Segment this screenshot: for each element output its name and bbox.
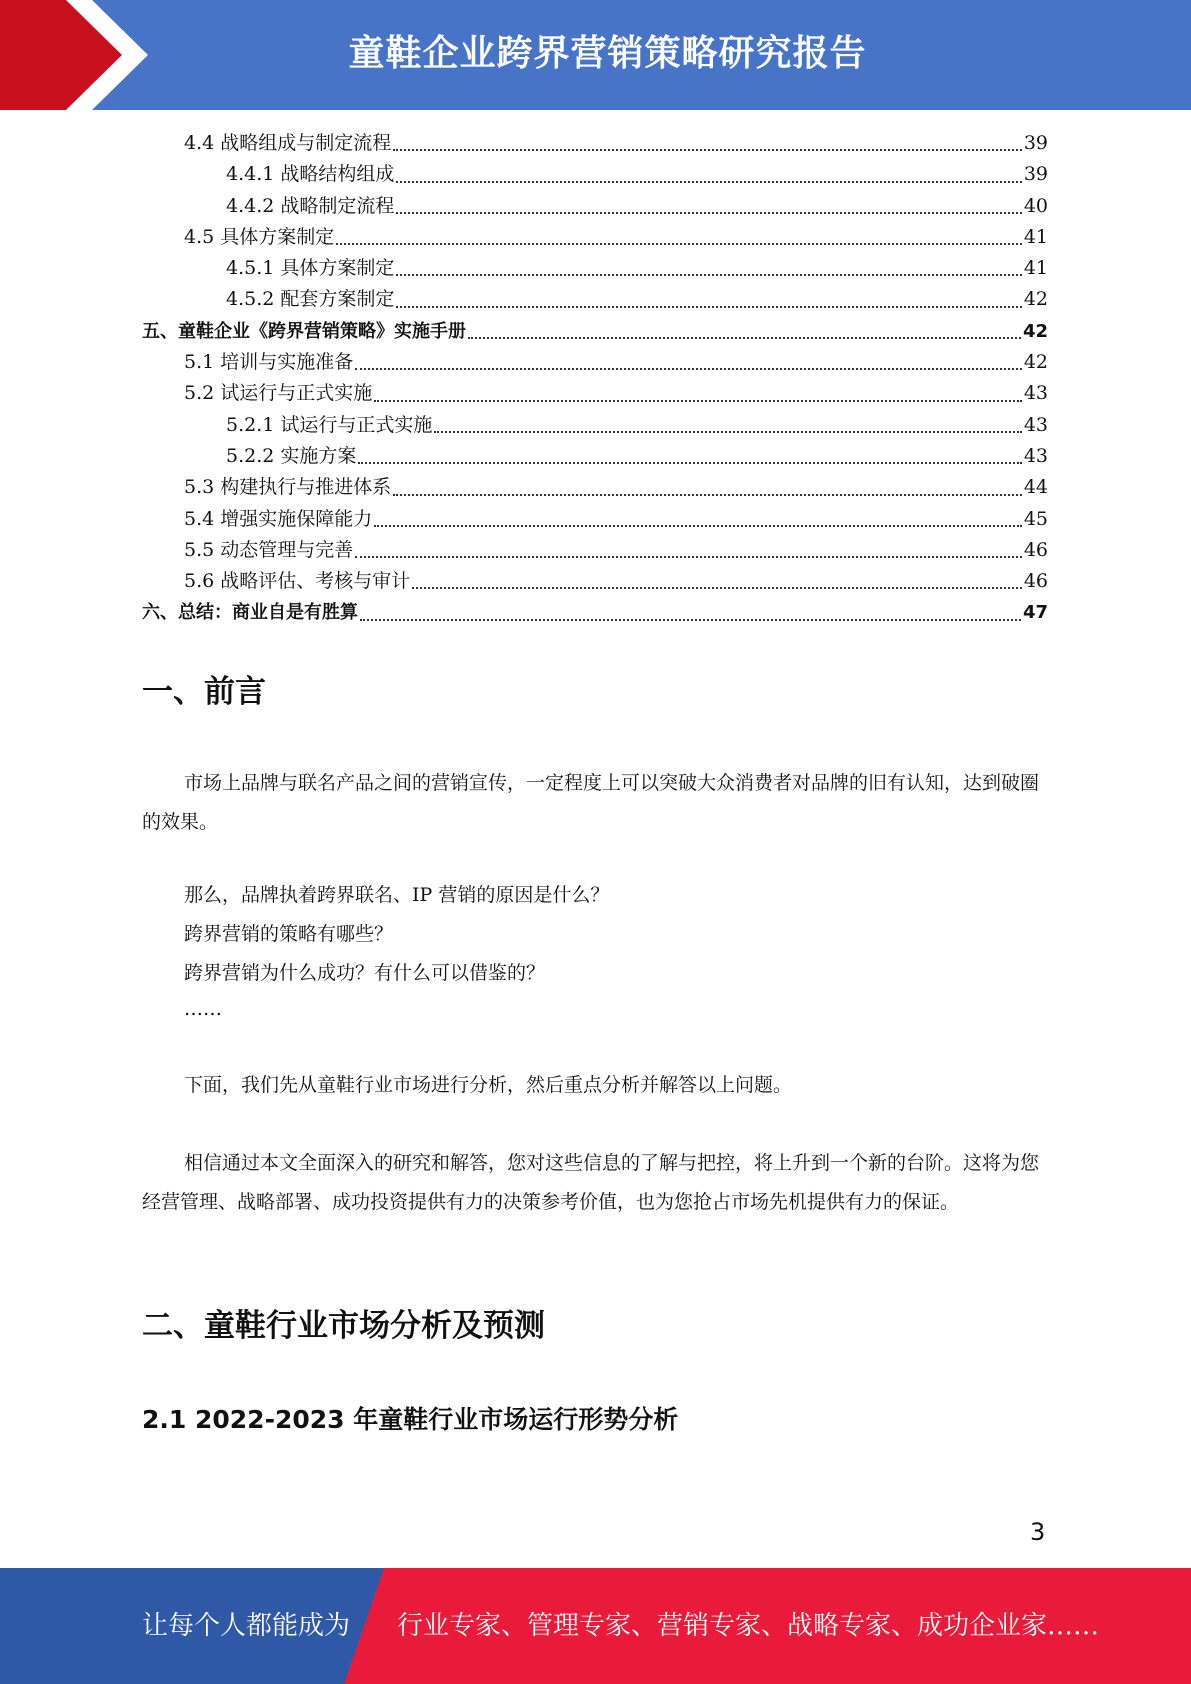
question-line: 那么，品牌执着跨界联名、IP 营销的原因是什么？ [184,884,610,906]
toc-entry[interactable] [142,378,1048,409]
toc-leader-dots [360,618,1021,621]
toc-entry-page: 40 [1023,194,1048,217]
toc-entry[interactable] [142,566,1048,597]
paragraph-intro: 市场上品牌与联名产品之间的营销宣传，一定程度上可以突破大众消费者对品牌的旧有认知，达到破圈的效果。 [142,772,1040,833]
footer-slogan-right: 行业专家、管理专家、营销专家、战略专家、成功企业家…… [397,1611,1100,1641]
toc-entry-page: 46 [1023,570,1048,593]
toc-leader-dots [393,148,1022,151]
paragraph-approach: 下面，我们先从童鞋行业市场进行分析，然后重点分析并解答以上问题。 [184,1074,793,1096]
toc-entry-page: 41 [1023,225,1048,248]
section-heading-market: 二、童鞋行业市场分析及预测 [142,1308,545,1344]
toc-entry-page: 42 [1022,320,1048,342]
toc-leader-dots [434,430,1021,433]
toc-entry[interactable] [142,504,1048,535]
toc-entry-page: 44 [1023,476,1048,499]
toc-entry-label: 5.5 动态管理与完善 [184,538,354,561]
toc-leader-dots [374,524,1022,527]
question-line: 跨界营销的策略有哪些？ [184,923,394,945]
toc-leader-dots [468,336,1021,339]
toc-leader-dots [355,555,1022,558]
table-of-contents [142,128,1048,629]
toc-entry-page: 46 [1023,538,1048,561]
toc-entry-label: 4.5.2 配套方案制定 [226,288,395,311]
toc-entry[interactable] [142,222,1048,253]
page-header [0,0,1191,110]
toc-entry-page: 43 [1023,382,1048,405]
toc-entry-label: 5.6 战略评估、考核与审计 [184,570,411,593]
toc-leader-dots [358,461,1021,464]
toc-leader-dots [393,493,1022,496]
toc-leader-dots [396,273,1021,276]
toc-entry-label: 六、总结：商业自是有胜算 [142,602,358,624]
toc-leader-dots [412,586,1022,589]
toc-entry-page: 41 [1023,257,1048,280]
toc-entry[interactable] [142,253,1048,284]
toc-entry[interactable] [142,191,1048,222]
footer-slogan-left: 让每个人都能成为 [142,1611,351,1641]
page-number: 3 [1030,1518,1046,1546]
toc-leader-dots [374,399,1022,402]
toc-entry[interactable] [142,597,1048,628]
toc-entry-page: 43 [1023,413,1048,436]
toc-entry-page: 43 [1023,444,1048,467]
toc-entry[interactable] [142,347,1048,378]
toc-entry-label: 5.2.2 实施方案 [226,444,357,467]
toc-entry-label: 4.4.1 战略结构组成 [226,163,395,186]
toc-entry[interactable] [142,535,1048,566]
paragraph-value: 相信通过本文全面深入的研究和解答，您对这些信息的了解与把控，将上升到一个新的台阶。这将为您经营管理、战略部署、成功投资提供有力的决策参考价值，也为您抢占市场先机提供有力的保证。 [142,1152,1040,1213]
toc-entry[interactable] [142,410,1048,441]
toc-entry[interactable] [142,441,1048,472]
question-line: 跨界营销为什么成功？有什么可以借鉴的？ [184,962,546,984]
toc-entry-page: 42 [1023,288,1048,311]
toc-entry[interactable] [142,316,1048,347]
toc-entry[interactable] [142,128,1048,159]
header-title: 童鞋企业跨界营销策略研究报告 [348,33,867,74]
page-footer [0,1568,1191,1684]
toc-entry[interactable] [142,472,1048,503]
toc-entry[interactable] [142,159,1048,190]
toc-entry-label: 4.4 战略组成与制定流程 [184,132,392,154]
toc-entry-page: 45 [1023,507,1048,530]
toc-leader-dots [396,305,1021,308]
section-heading-preface: 一、前言 [142,674,266,710]
toc-entry-label: 5.2.1 试运行与正式实施 [226,413,433,436]
toc-leader-dots [396,211,1021,214]
toc-entry-page: 42 [1023,351,1048,374]
subsection-heading: 2.1 2022-2023 年童鞋行业市场运行形势分析 [142,1405,679,1434]
toc-entry-label: 五、童鞋企业《跨界营销策略》实施手册 [142,320,466,342]
toc-entry-label: 5.1 培训与实施准备 [184,351,354,374]
ellipsis-line: …… [184,998,222,1020]
toc-entry-label: 5.2 试运行与正式实施 [184,382,373,405]
toc-entry-page: 39 [1023,163,1048,186]
toc-leader-dots [336,242,1022,245]
toc-leader-dots [396,180,1021,183]
toc-entry-page: 47 [1022,602,1048,624]
toc-leader-dots [355,367,1022,370]
toc-entry-page: 39 [1023,132,1048,154]
toc-entry-label: 5.3 构建执行与推进体系 [184,476,392,499]
toc-entry-label: 4.5 具体方案制定 [184,225,335,248]
toc-entry-label: 4.4.2 战略制定流程 [226,194,395,217]
toc-entry-label: 4.5.1 具体方案制定 [226,257,395,280]
toc-entry[interactable] [142,284,1048,315]
toc-entry-label: 5.4 增强实施保障能力 [184,507,373,530]
